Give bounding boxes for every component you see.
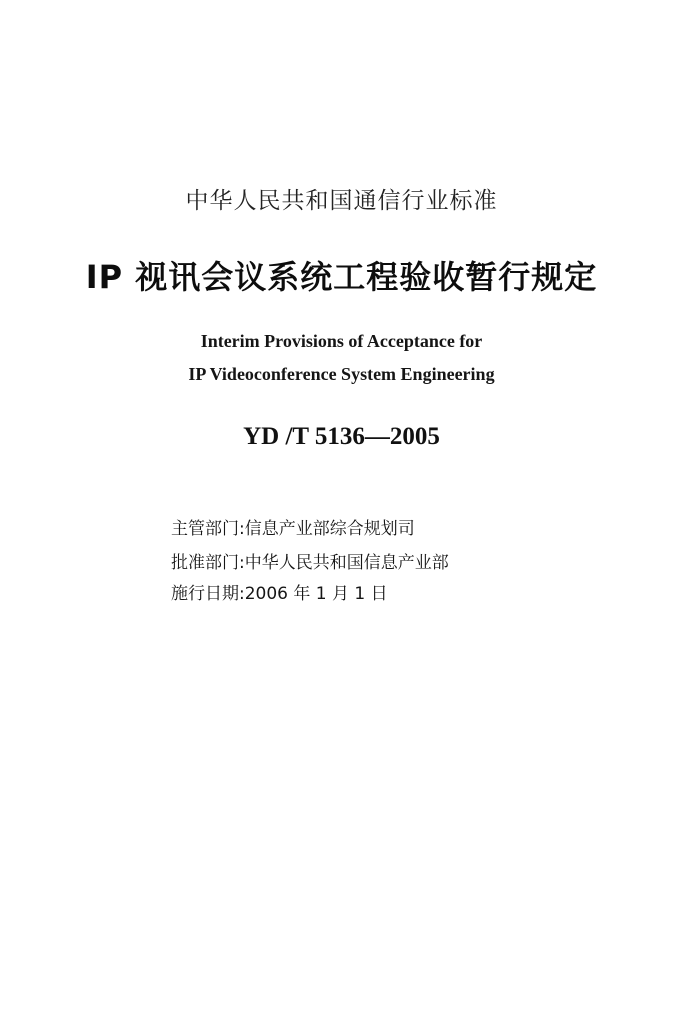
effective-date: 施行日期:2006 年 1 月 1 日 xyxy=(171,584,388,604)
document-title-english-line-1: Interim Provisions of Acceptance for xyxy=(200,331,483,351)
issuer-heading: 中华人民共和国通信行业标准 xyxy=(185,188,498,214)
standard-code: YD /T 5136—2005 xyxy=(243,423,440,450)
document-title-chinese: IP 视讯会议系统工程验收暂行规定 xyxy=(85,258,598,296)
responsible-department: 主管部门:信息产业部综合规划司 xyxy=(171,519,415,539)
document-title-english-line-2: IP Videoconference System Engineering xyxy=(188,364,495,384)
approving-department: 批准部门:中华人民共和国信息产业部 xyxy=(171,553,449,573)
